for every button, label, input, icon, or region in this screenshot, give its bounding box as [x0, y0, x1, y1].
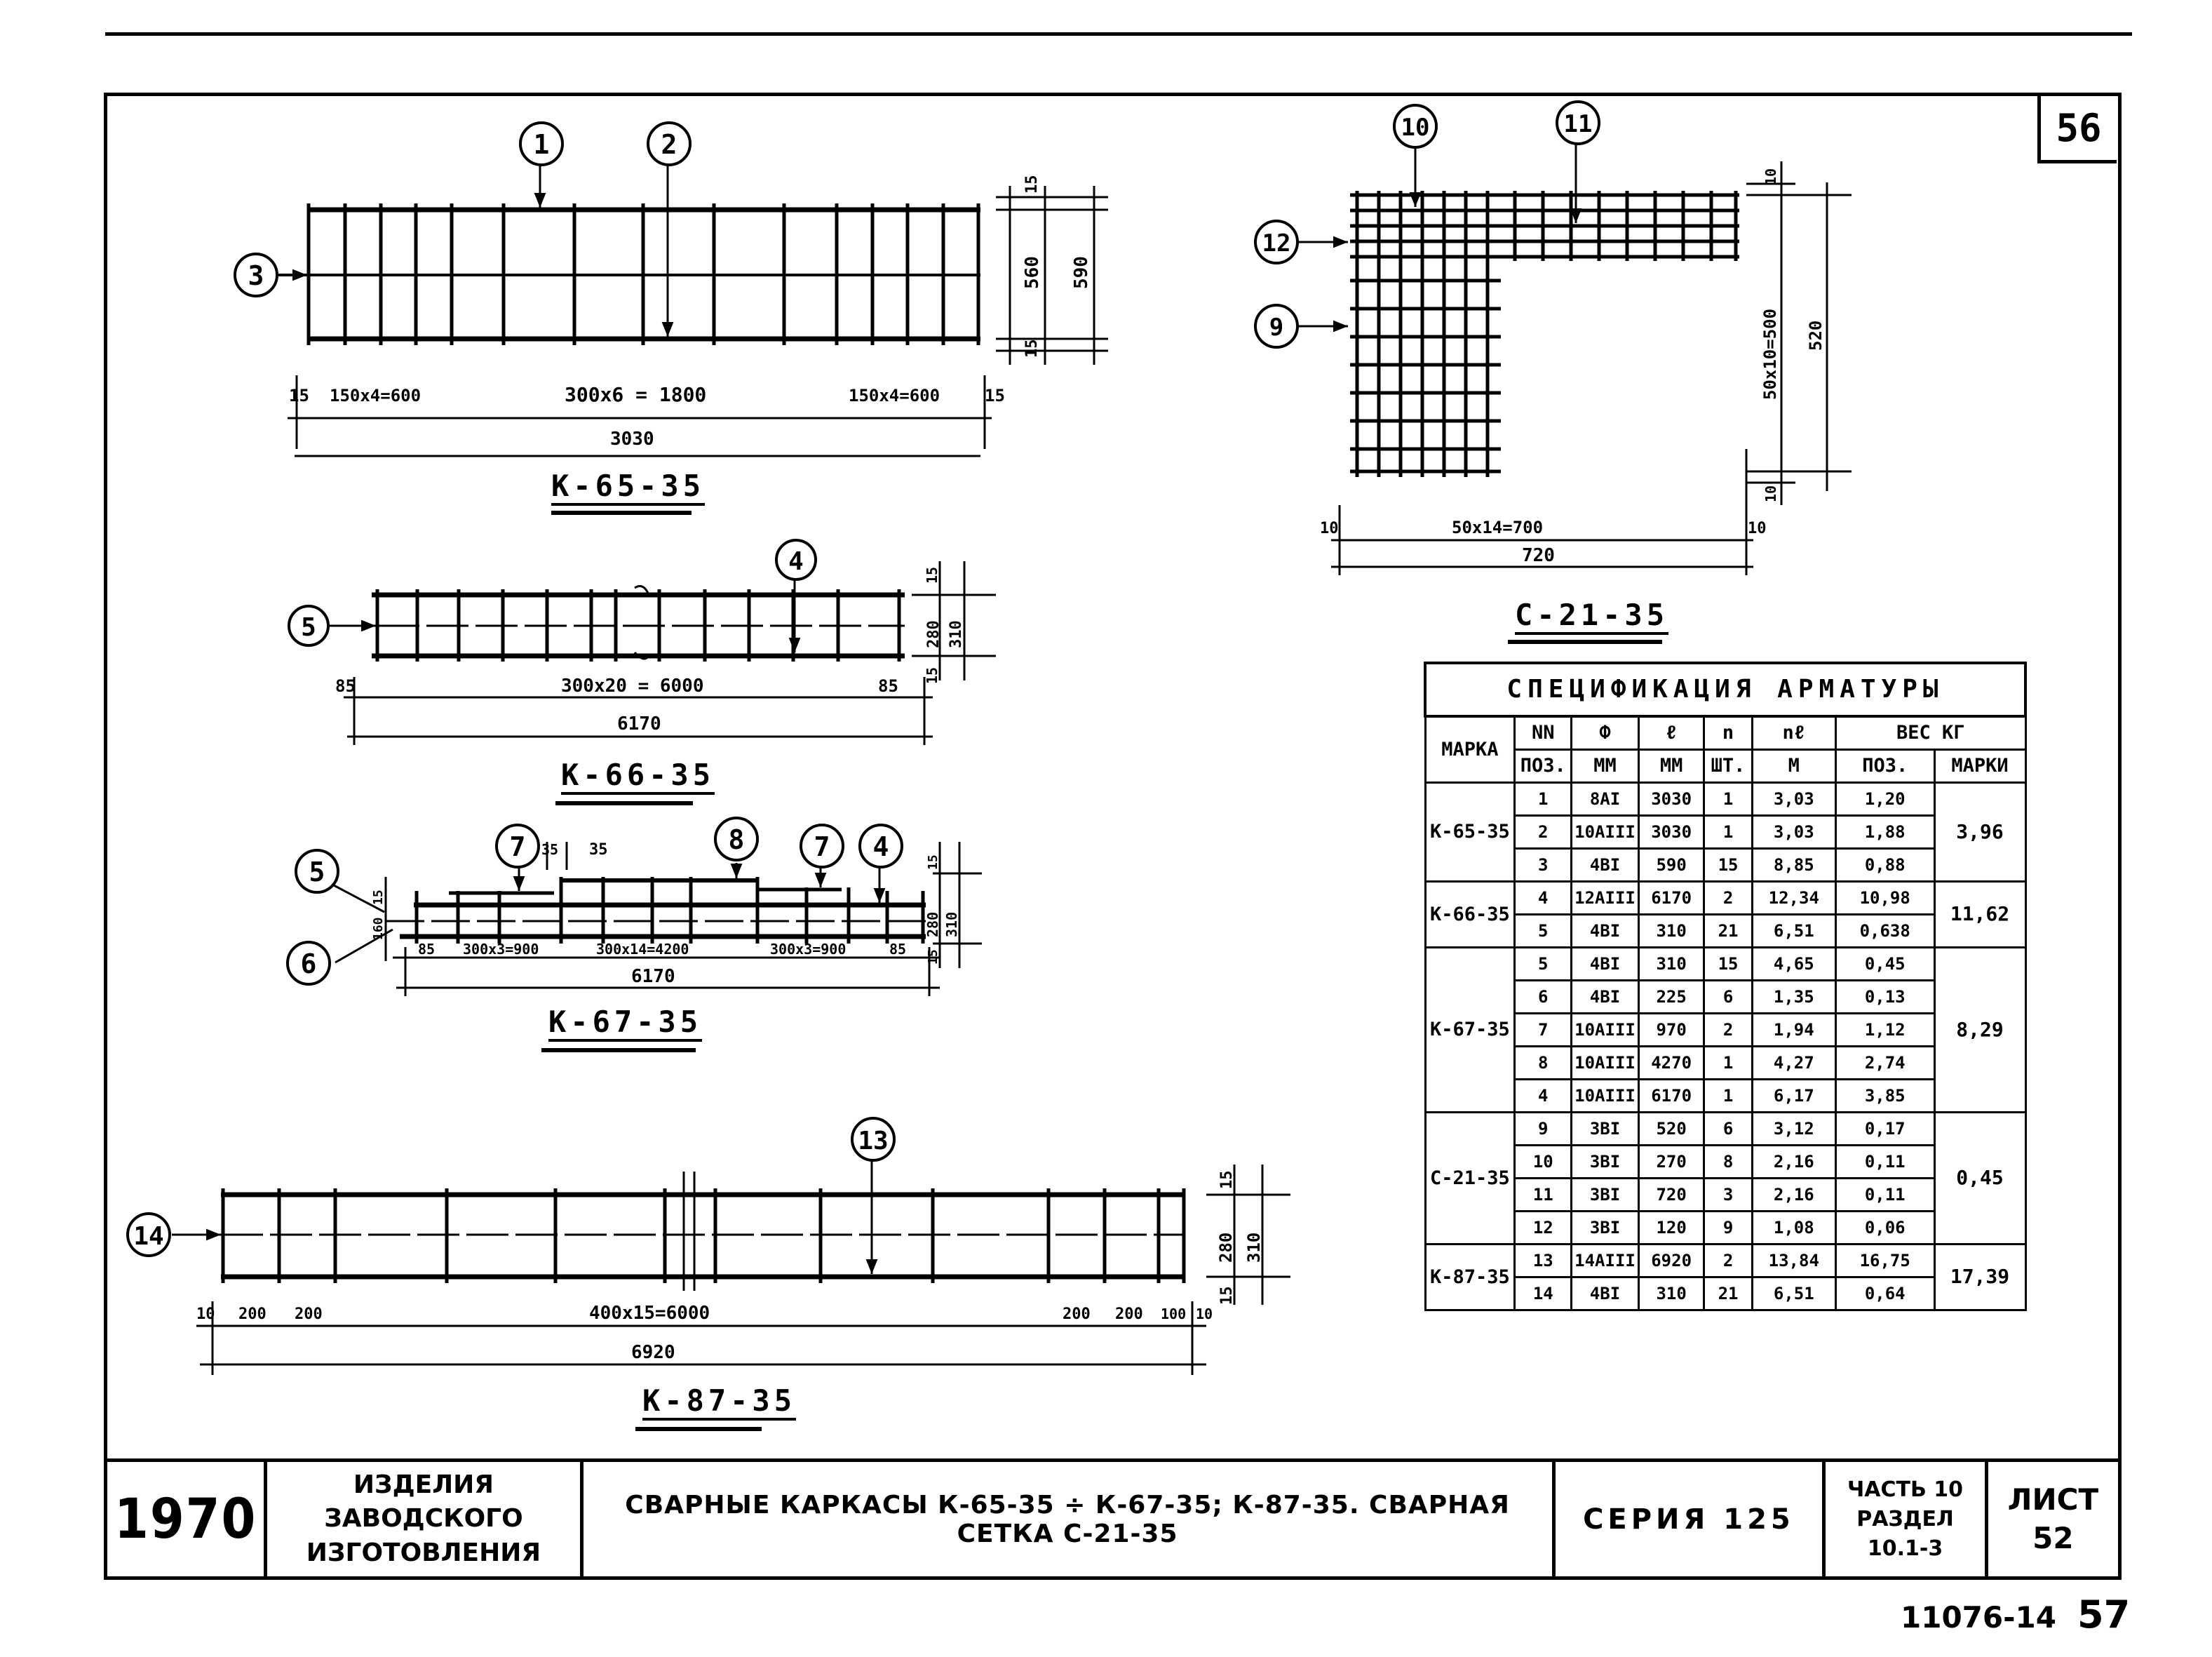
spec-qty: 2 [1704, 882, 1752, 915]
spec-qty: 2 [1704, 1014, 1752, 1047]
sheet-number: 56 [2037, 96, 2117, 163]
dim-k87-12: 15 [1218, 1286, 1236, 1305]
spec-dia: 3BI [1572, 1212, 1639, 1245]
spec-weight-pos: 1,12 [1835, 1014, 1934, 1047]
hdr-pos-top: NN [1515, 716, 1572, 750]
hdr-dia-bot: ММ [1572, 750, 1639, 783]
dim-k66-2: 85 [878, 676, 898, 696]
dim-k65-1: 150х4=600 [330, 386, 422, 405]
spec-pos: 14 [1515, 1277, 1572, 1310]
label-k65-underline [551, 511, 692, 515]
spec-total-len: 1,94 [1752, 1014, 1835, 1047]
hdr-total-top: nℓ [1752, 716, 1835, 750]
dim-c21-2: 10 [1748, 520, 1767, 537]
spec-len: 720 [1638, 1179, 1704, 1212]
dim-k67-12: 15 [371, 890, 386, 905]
title-part-line-2: РАЗДЕЛ 10.1-3 [1856, 1506, 1954, 1561]
dim-k66-6: 310 [947, 620, 965, 648]
hdr-qty-top: n [1704, 716, 1752, 750]
label-k67-underline [541, 1048, 696, 1052]
spec-title: СПЕЦИФИКАЦИЯ АРМАТУРЫ [1425, 663, 2025, 716]
spec-pos: 3 [1515, 849, 1572, 882]
spec-len: 120 [1638, 1212, 1704, 1245]
spec-total-len: 6,17 [1752, 1080, 1835, 1113]
dim-k67-5: 300х3=900 [770, 941, 847, 958]
spec-pos: 7 [1515, 1014, 1572, 1047]
label-c21-underline [1508, 640, 1662, 644]
spec-weight-pos: 0,06 [1835, 1212, 1934, 1245]
dim-k87-11: 310 [1244, 1232, 1264, 1263]
spec-dia: 10AIII [1572, 816, 1639, 849]
dim-k65-4: 15 [985, 386, 1005, 405]
spec-weight-pos: 16,75 [1835, 1245, 1934, 1277]
label-k87-underline [635, 1427, 762, 1431]
title-org [266, 1461, 581, 1578]
spec-row [1425, 1113, 2025, 1146]
footer-page: 57 [2077, 1592, 2131, 1637]
spec-dia: 4BI [1572, 915, 1639, 948]
dim-k87-3: 400х15=6000 [589, 1303, 710, 1324]
spec-row [1425, 882, 2025, 915]
callout-k67-6: 6 [300, 948, 317, 979]
dim-k65-9: 15 [1023, 339, 1041, 358]
callout-k87-13: 13 [858, 1127, 889, 1155]
spec-len: 4270 [1638, 1047, 1704, 1080]
dim-k67-11: 15 [926, 949, 940, 965]
spec-len: 3030 [1638, 783, 1704, 816]
callout-c21-11: 11 [1563, 110, 1593, 138]
dim-c21-0: 10 [1320, 520, 1339, 537]
spec-weight-pos: 1,20 [1835, 783, 1934, 816]
label-k67: К-67-35 [548, 1005, 703, 1039]
spec-dia: 3BI [1572, 1146, 1639, 1179]
spec-dia: 3BI [1572, 1179, 1639, 1212]
spec-weight-mark: 3,96 [1934, 783, 2025, 882]
spec-len: 270 [1638, 1146, 1704, 1179]
spec-weight-mark: 8,29 [1934, 948, 2025, 1113]
dim-k87-10: 280 [1216, 1232, 1236, 1263]
dim-k67-6: 85 [889, 941, 907, 958]
spec-qty: 1 [1704, 1080, 1752, 1113]
dim-k67-3: 300х3=900 [463, 941, 539, 958]
dim-k67-0: 35 [541, 841, 559, 858]
spec-qty: 15 [1704, 948, 1752, 981]
title-year: 1970 [106, 1461, 266, 1578]
label-k65: К-65-35 [551, 469, 706, 503]
spec-total-len: 3,03 [1752, 783, 1835, 816]
dim-k65-5: 3030 [610, 429, 654, 450]
spec-pos: 5 [1515, 915, 1572, 948]
spec-weight-pos: 2,74 [1835, 1047, 1934, 1080]
spec-pos: 5 [1515, 948, 1572, 981]
spec-len: 310 [1638, 915, 1704, 948]
spec-dia: 4BI [1572, 948, 1639, 981]
label-k66: К-66-35 [561, 758, 715, 792]
spec-weight-mark: 11,62 [1934, 882, 2025, 948]
label-k87: К-87-35 [642, 1383, 797, 1418]
dim-k87-2: 200 [295, 1306, 323, 1323]
spec-qty: 9 [1704, 1212, 1752, 1245]
spec-pos: 4 [1515, 882, 1572, 915]
spec-mark: К-65-35 [1425, 783, 1515, 882]
callout-k67-7a: 7 [509, 831, 526, 862]
spec-pos: 9 [1515, 1113, 1572, 1146]
spec-total-len: 1,08 [1752, 1212, 1835, 1245]
dim-k67-7: 6170 [631, 966, 675, 987]
spec-mark: С-21-35 [1425, 1113, 1515, 1245]
hdr-w-pos: ПОЗ. [1835, 750, 1934, 783]
spec-len: 6920 [1638, 1245, 1704, 1277]
callout-k67-4: 4 [872, 831, 889, 862]
drawing-c21 [1255, 102, 1852, 575]
dim-k67-1: 35 [589, 841, 608, 859]
spec-weight-pos: 0,638 [1835, 915, 1934, 948]
dim-c21-1: 50х14=700 [1452, 518, 1544, 537]
hdr-len-bot: ММ [1638, 750, 1704, 783]
title-sheet-label: ЛИСТ [2007, 1482, 2099, 1517]
spec-weight-pos: 10,98 [1835, 882, 1934, 915]
spec-total-len: 8,85 [1752, 849, 1835, 882]
title-name: СВАРНЫЕ КАРКАСЫ К-65-35 ÷ К-67-35; К-87-35. СВАРНАЯ СЕТКА С-21-35 [581, 1461, 1553, 1578]
title-series: СЕРИЯ 125 [1553, 1461, 1824, 1578]
callout-k67-7b: 7 [814, 831, 830, 862]
callout-c21-10: 10 [1401, 114, 1430, 142]
spec-qty: 6 [1704, 981, 1752, 1014]
spec-mark: К-87-35 [1425, 1245, 1515, 1310]
dim-k87-8: 6920 [631, 1342, 675, 1363]
spec-len: 6170 [1638, 882, 1704, 915]
dim-k67-13: 160 [371, 917, 386, 940]
spec-len: 970 [1638, 1014, 1704, 1047]
footer-code: 11076-14 [1901, 1600, 2056, 1635]
spec-len: 310 [1638, 1277, 1704, 1310]
spec-qty: 2 [1704, 1245, 1752, 1277]
spec-row [1425, 783, 2025, 816]
spec-weight-mark: 0,45 [1934, 1113, 2025, 1245]
hdr-qty-bot: ШТ. [1704, 750, 1752, 783]
drawing-k67 [288, 818, 982, 996]
spec-dia: 10AIII [1572, 1047, 1639, 1080]
spec-weight-pos: 0,64 [1835, 1277, 1934, 1310]
spec-len: 310 [1638, 948, 1704, 981]
hdr-mark: МАРКА [1425, 716, 1515, 783]
dim-k65-8: 590 [1071, 256, 1092, 289]
spec-dia: 10AIII [1572, 1080, 1639, 1113]
label-c21: С-21-35 [1515, 598, 1669, 632]
dim-k67-4: 300х14=4200 [596, 941, 689, 958]
dim-k87-1: 200 [238, 1306, 267, 1323]
spec-pos: 11 [1515, 1179, 1572, 1212]
hdr-weight: ВЕС КГ [1835, 716, 2025, 750]
spec-total-len: 6,51 [1752, 1277, 1835, 1310]
spec-dia: 4BI [1572, 849, 1639, 882]
spec-weight-pos: 0,11 [1835, 1146, 1934, 1179]
dim-c21-5: 50х10=500 [1760, 308, 1780, 400]
callout-k65-3: 3 [248, 260, 264, 291]
spec-total-len: 4,65 [1752, 948, 1835, 981]
dim-k65-3: 150х4=600 [849, 386, 940, 405]
spec-dia: 14AIII [1572, 1245, 1639, 1277]
dim-k65-6: 15 [1023, 175, 1041, 194]
spec-total-len: 6,51 [1752, 915, 1835, 948]
spec-pos: 1 [1515, 783, 1572, 816]
dim-c21-7: 10 [1762, 485, 1779, 502]
callout-k65-2: 2 [661, 129, 677, 160]
callout-c21-9: 9 [1269, 314, 1284, 342]
drawing-k87 [128, 1118, 1290, 1375]
footer [1901, 1592, 2130, 1637]
spec-pos: 12 [1515, 1212, 1572, 1245]
title-org-line-1: ИЗДЕЛИЯ ЗАВОДСКОГО [324, 1470, 523, 1534]
spec-qty: 21 [1704, 1277, 1752, 1310]
callout-k65-1: 1 [533, 129, 550, 160]
spec-total-len: 1,35 [1752, 981, 1835, 1014]
spec-total-len: 2,16 [1752, 1146, 1835, 1179]
spec-dia: 12AIII [1572, 882, 1639, 915]
dim-k65-7: 560 [1022, 256, 1043, 289]
spec-dia: 8AI [1572, 783, 1639, 816]
hdr-len-top: ℓ [1638, 716, 1704, 750]
spec-total-len: 3,12 [1752, 1113, 1835, 1146]
spec-total-len: 13,84 [1752, 1245, 1835, 1277]
dim-c21-4: 10 [1762, 168, 1779, 185]
spec-pos: 13 [1515, 1245, 1572, 1277]
dim-k67-9: 280 [924, 911, 941, 937]
spec-table [1424, 662, 2027, 1311]
dim-k87-5: 200 [1115, 1306, 1143, 1323]
drawing-k66 [289, 540, 996, 745]
spec-len: 6170 [1638, 1080, 1704, 1113]
spec-qty: 1 [1704, 783, 1752, 816]
dim-k66-1: 300х20 = 6000 [561, 676, 704, 697]
spec-body [1425, 783, 2025, 1310]
dim-k67-10: 310 [943, 911, 960, 937]
spec-dia: 4BI [1572, 981, 1639, 1014]
dim-k87-4: 200 [1063, 1306, 1091, 1323]
spec-qty: 21 [1704, 915, 1752, 948]
dim-k66-4: 15 [924, 566, 940, 584]
dim-k87-9: 15 [1218, 1170, 1236, 1189]
dim-k67-2: 85 [418, 941, 436, 958]
title-part-line-1: ЧАСТЬ 10 [1847, 1477, 1964, 1502]
title-org-line-2: ИЗГОТОВЛЕНИЯ [306, 1538, 541, 1567]
spec-pos: 2 [1515, 816, 1572, 849]
spec-len: 520 [1638, 1113, 1704, 1146]
dim-c21-3: 720 [1522, 545, 1555, 566]
spec-len: 590 [1638, 849, 1704, 882]
title-sheet-number: 52 [2032, 1520, 2074, 1555]
spec-pos: 4 [1515, 1080, 1572, 1113]
callout-c21-12: 12 [1262, 229, 1291, 257]
callout-k67-5: 5 [309, 857, 325, 887]
dim-k87-6: 100 [1161, 1306, 1187, 1322]
callout-k87-14: 14 [133, 1222, 164, 1251]
spec-len: 3030 [1638, 816, 1704, 849]
dim-k66-3: 6170 [617, 713, 661, 734]
spec-mark: К-66-35 [1425, 882, 1515, 948]
dim-k87-0: 10 [196, 1306, 215, 1323]
dim-c21-6: 520 [1806, 320, 1826, 351]
dim-k66-7: 15 [924, 666, 940, 684]
spec-qty: 1 [1704, 1047, 1752, 1080]
spec-qty: 3 [1704, 1179, 1752, 1212]
spec-weight-pos: 0,13 [1835, 981, 1934, 1014]
title-block [104, 1458, 2122, 1580]
spec-total-len: 12,34 [1752, 882, 1835, 915]
spec-total-len: 4,27 [1752, 1047, 1835, 1080]
spec-total-len: 2,16 [1752, 1179, 1835, 1212]
dim-k65-2: 300х6 = 1800 [565, 383, 707, 406]
spec-mark: К-67-35 [1425, 948, 1515, 1113]
spec-qty: 8 [1704, 1146, 1752, 1179]
spec-len: 225 [1638, 981, 1704, 1014]
spec-dia: 4BI [1572, 1277, 1639, 1310]
title-part [1824, 1461, 1987, 1578]
spec-weight-pos: 0,11 [1835, 1179, 1934, 1212]
spec-pos: 6 [1515, 981, 1572, 1014]
dim-k87-7: 10 [1196, 1306, 1213, 1322]
dim-k66-0: 85 [335, 676, 356, 696]
spec-weight-mark: 17,39 [1934, 1245, 2025, 1310]
spec-qty: 15 [1704, 849, 1752, 882]
spec-weight-pos: 3,85 [1835, 1080, 1934, 1113]
spec-total-len: 3,03 [1752, 816, 1835, 849]
spec-weight-pos: 0,88 [1835, 849, 1934, 882]
spec-pos: 10 [1515, 1146, 1572, 1179]
dim-k65-0: 15 [289, 386, 309, 405]
hdr-total-bot: М [1752, 750, 1835, 783]
spec-qty: 6 [1704, 1113, 1752, 1146]
spec-weight-pos: 0,17 [1835, 1113, 1934, 1146]
spec-dia: 10AIII [1572, 1014, 1639, 1047]
spec-dia: 3BI [1572, 1113, 1639, 1146]
spec-row [1425, 1245, 2025, 1277]
title-sheet [1986, 1461, 2119, 1578]
spec-qty: 1 [1704, 816, 1752, 849]
callout-k67-8: 8 [728, 824, 745, 855]
drawing-k65 [235, 123, 1108, 456]
label-k66-underline [555, 801, 693, 805]
dim-k67-8: 15 [926, 854, 940, 870]
callout-k66-4: 4 [788, 547, 804, 576]
callout-k66-5: 5 [301, 613, 316, 642]
spec-weight-pos: 1,88 [1835, 816, 1934, 849]
spec-weight-pos: 0,45 [1835, 948, 1934, 981]
hdr-w-mark: МАРКИ [1934, 750, 2025, 783]
spec-row [1425, 948, 2025, 981]
dim-k66-5: 280 [925, 620, 943, 648]
hdr-pos-bot: ПОЗ. [1515, 750, 1572, 783]
hdr-dia-top: Ф [1572, 716, 1639, 750]
spec-pos: 8 [1515, 1047, 1572, 1080]
